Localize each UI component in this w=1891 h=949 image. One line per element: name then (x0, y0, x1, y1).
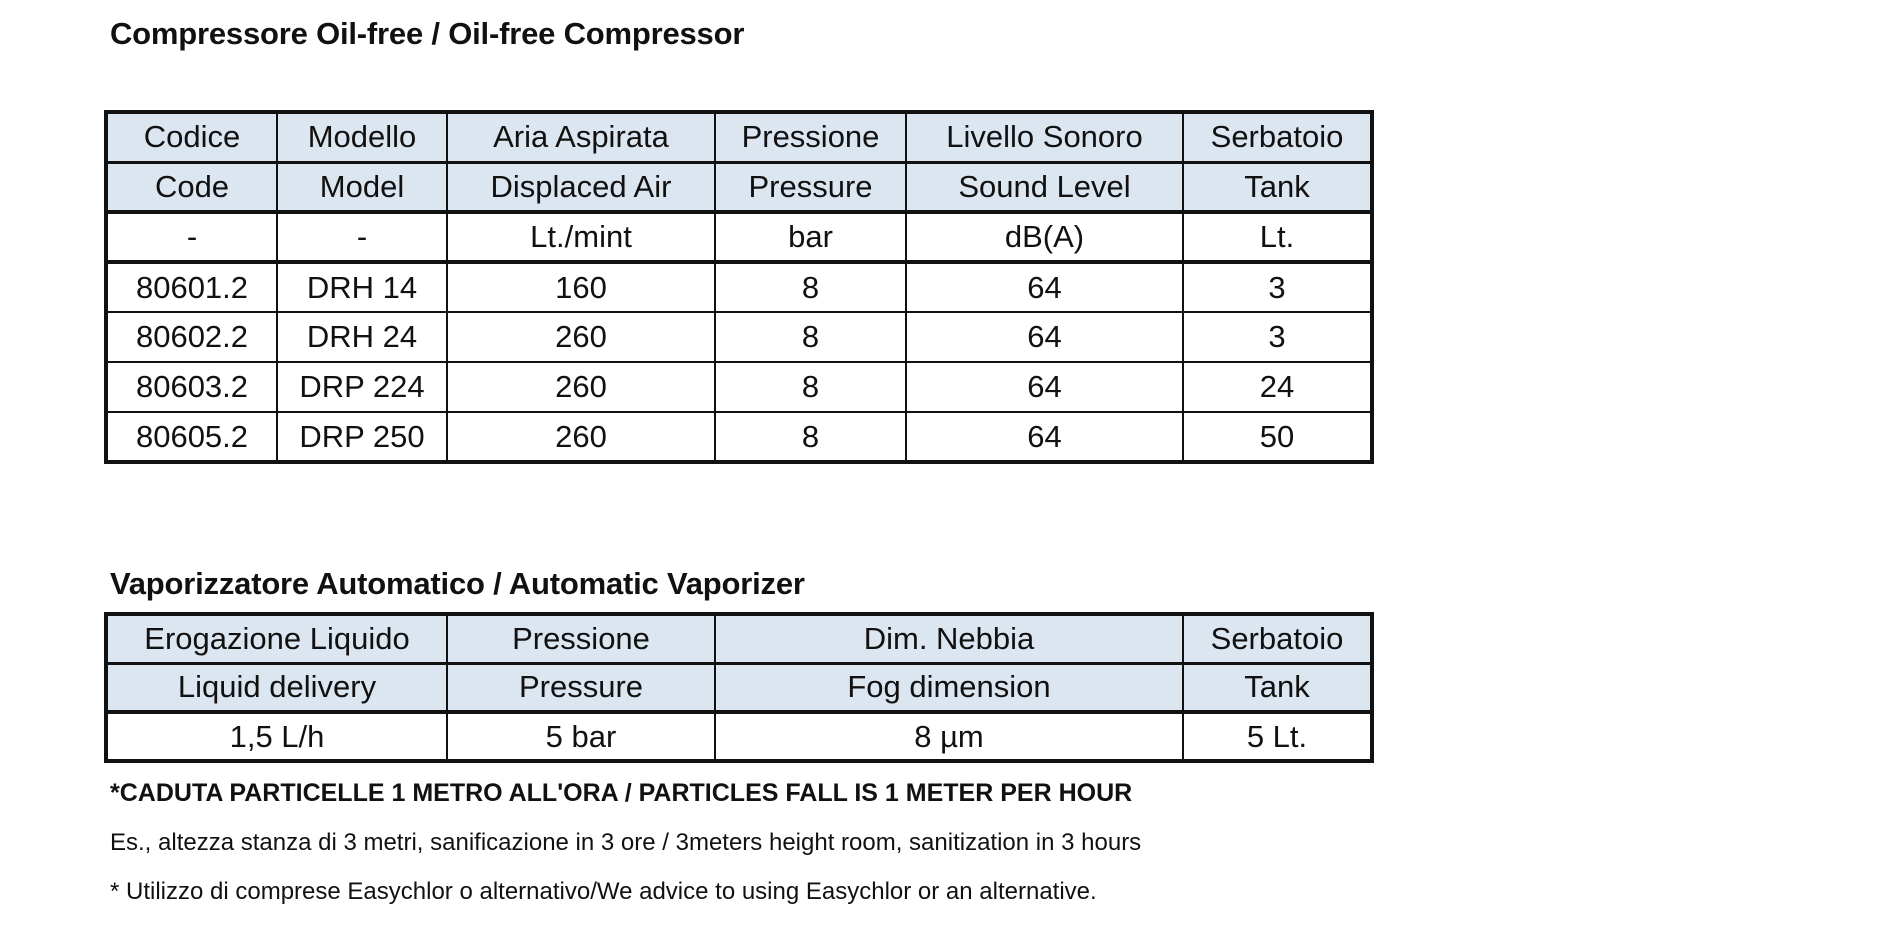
table-row (106, 312, 1372, 362)
table-cell: 160 (447, 262, 715, 312)
column-header: Liquid delivery (106, 663, 447, 712)
table-cell: 8 µm (715, 712, 1183, 761)
vaporizer-title: Vaporizzatore Automatico / Automatic Vaporizer (110, 566, 805, 601)
table-cell: 64 (906, 312, 1183, 362)
table-cell: 64 (906, 412, 1183, 462)
column-header: Erogazione Liquido (106, 614, 447, 663)
vaporizer-header-english (106, 663, 1372, 712)
vaporizer-table (104, 612, 1374, 763)
column-header: Serbatoio (1183, 112, 1372, 162)
column-header: Serbatoio (1183, 614, 1372, 663)
table-cell: DRH 24 (277, 312, 447, 362)
compressor-header-italian (106, 112, 1372, 162)
table-cell: 80602.2 (106, 312, 277, 362)
table-cell: 8 (715, 362, 906, 412)
column-header: Displaced Air (447, 162, 715, 212)
table-cell: 260 (447, 362, 715, 412)
column-header: Code (106, 162, 277, 212)
compressor-table (104, 110, 1374, 464)
column-header: Tank (1183, 663, 1372, 712)
column-header: Sound Level (906, 162, 1183, 212)
vaporizer-header-italian (106, 614, 1372, 663)
table-cell: 8 (715, 262, 906, 312)
table-cell: 8 (715, 312, 906, 362)
table-row (106, 712, 1372, 761)
table-cell: 50 (1183, 412, 1372, 462)
column-header: Pressione (715, 112, 906, 162)
table-cell: 8 (715, 412, 906, 462)
table-row (106, 262, 1372, 312)
column-header: Dim. Nebbia (715, 614, 1183, 663)
column-header: Modello (277, 112, 447, 162)
table-cell: 3 (1183, 312, 1372, 362)
example-note: Es., altezza stanza di 3 metri, sanificazione in 3 ore / 3meters height room, sanitization in 3 hours (110, 829, 1142, 856)
particles-note: *CADUTA PARTICELLE 1 METRO ALL'ORA / PARTICLES FALL IS 1 METER PER HOUR (110, 779, 1133, 807)
column-header: Pressure (447, 663, 715, 712)
unit-cell: bar (715, 212, 906, 262)
table-row (106, 362, 1372, 412)
column-header: Pressure (715, 162, 906, 212)
column-header: Fog dimension (715, 663, 1183, 712)
table-cell: 260 (447, 312, 715, 362)
table-cell: 80601.2 (106, 262, 277, 312)
column-header: Model (277, 162, 447, 212)
table-cell: 5 bar (447, 712, 715, 761)
table-cell: DRP 224 (277, 362, 447, 412)
column-header: Tank (1183, 162, 1372, 212)
unit-cell: - (277, 212, 447, 262)
column-header: Pressione (447, 614, 715, 663)
table-cell: DRP 250 (277, 412, 447, 462)
table-cell: 1,5 L/h (106, 712, 447, 761)
compressor-title: Compressore Oil-free / Oil-free Compressor (110, 16, 745, 51)
table-row (106, 412, 1372, 462)
column-header: Aria Aspirata (447, 112, 715, 162)
advice-note: * Utilizzo di comprese Easychlor o alternativo/We advice to using Easychlor or an alternative. (110, 878, 1097, 905)
table-cell: 260 (447, 412, 715, 462)
table-cell: 64 (906, 362, 1183, 412)
table-cell: 80605.2 (106, 412, 277, 462)
compressor-units-row (106, 212, 1372, 262)
column-header: Codice (106, 112, 277, 162)
table-cell: DRH 14 (277, 262, 447, 312)
table-cell: 24 (1183, 362, 1372, 412)
column-header: Livello Sonoro (906, 112, 1183, 162)
unit-cell: Lt./mint (447, 212, 715, 262)
table-cell: 3 (1183, 262, 1372, 312)
unit-cell: Lt. (1183, 212, 1372, 262)
table-cell: 80603.2 (106, 362, 277, 412)
unit-cell: - (106, 212, 277, 262)
unit-cell: dB(A) (906, 212, 1183, 262)
table-cell: 64 (906, 262, 1183, 312)
compressor-header-english (106, 162, 1372, 212)
table-cell: 5 Lt. (1183, 712, 1372, 761)
